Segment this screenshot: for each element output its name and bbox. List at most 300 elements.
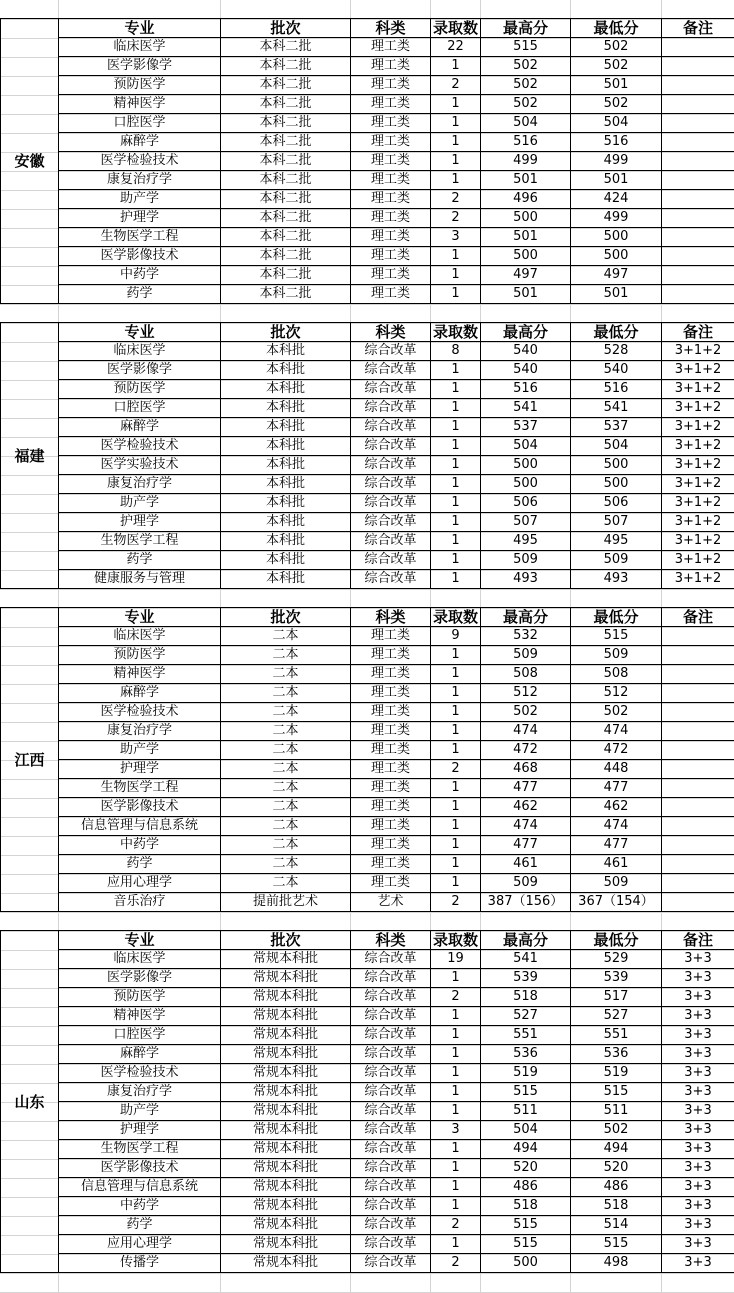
min-score-cell[interactable]: 509 xyxy=(571,646,662,665)
admitted-cell[interactable]: 1 xyxy=(431,57,481,76)
batch-cell[interactable]: 二本 xyxy=(221,836,351,855)
major-cell[interactable]: 应用心理学 xyxy=(59,1235,221,1254)
max-score-cell[interactable]: 509 xyxy=(481,646,571,665)
column-header-batch[interactable]: 批次 xyxy=(221,19,351,38)
remark-cell[interactable] xyxy=(662,152,734,171)
admitted-cell[interactable]: 1 xyxy=(431,1235,481,1254)
min-score-cell[interactable]: 517 xyxy=(571,988,662,1007)
category-cell[interactable]: 综合改革 xyxy=(351,513,431,532)
max-score-cell[interactable]: 516 xyxy=(481,133,571,152)
admitted-cell[interactable]: 1 xyxy=(431,380,481,399)
min-score-cell[interactable]: 461 xyxy=(571,855,662,874)
category-cell[interactable]: 理工类 xyxy=(351,646,431,665)
batch-cell[interactable]: 本科批 xyxy=(221,570,351,589)
batch-cell[interactable]: 本科批 xyxy=(221,342,351,361)
batch-cell[interactable]: 本科二批 xyxy=(221,57,351,76)
admitted-cell[interactable]: 2 xyxy=(431,1216,481,1235)
max-score-cell[interactable]: 502 xyxy=(481,95,571,114)
admitted-cell[interactable]: 1 xyxy=(431,703,481,722)
max-score-cell[interactable]: 515 xyxy=(481,38,571,57)
max-score-cell[interactable]: 508 xyxy=(481,665,571,684)
max-score-cell[interactable]: 474 xyxy=(481,817,571,836)
column-header-category[interactable]: 科类 xyxy=(351,19,431,38)
column-header-major[interactable]: 专业 xyxy=(59,608,221,627)
max-score-cell[interactable]: 495 xyxy=(481,532,571,551)
max-score-cell[interactable]: 539 xyxy=(481,969,571,988)
min-score-cell[interactable]: 502 xyxy=(571,1121,662,1140)
remark-cell[interactable]: 3+1+2 xyxy=(662,380,734,399)
category-cell[interactable]: 综合改革 xyxy=(351,1178,431,1197)
column-header-remark[interactable]: 备注 xyxy=(662,323,734,342)
admitted-cell[interactable]: 1 xyxy=(431,513,481,532)
remark-cell[interactable]: 3+1+2 xyxy=(662,437,734,456)
column-header-major[interactable]: 专业 xyxy=(59,931,221,950)
max-score-cell[interactable]: 507 xyxy=(481,513,571,532)
category-cell[interactable]: 综合改革 xyxy=(351,1140,431,1159)
batch-cell[interactable]: 本科批 xyxy=(221,456,351,475)
category-cell[interactable]: 理工类 xyxy=(351,266,431,285)
batch-cell[interactable]: 本科二批 xyxy=(221,266,351,285)
remark-cell[interactable]: 3+3 xyxy=(662,1159,734,1178)
remark-cell[interactable] xyxy=(662,703,734,722)
batch-cell[interactable]: 本科二批 xyxy=(221,285,351,304)
category-cell[interactable]: 综合改革 xyxy=(351,570,431,589)
max-score-cell[interactable]: 477 xyxy=(481,779,571,798)
category-cell[interactable]: 综合改革 xyxy=(351,456,431,475)
admitted-cell[interactable]: 19 xyxy=(431,950,481,969)
major-cell[interactable]: 精神医学 xyxy=(59,665,221,684)
category-cell[interactable]: 综合改革 xyxy=(351,1254,431,1273)
batch-cell[interactable]: 本科批 xyxy=(221,399,351,418)
remark-cell[interactable]: 3+3 xyxy=(662,988,734,1007)
major-cell[interactable]: 药学 xyxy=(59,551,221,570)
min-score-cell[interactable]: 509 xyxy=(571,874,662,893)
batch-cell[interactable]: 本科二批 xyxy=(221,171,351,190)
admitted-cell[interactable]: 1 xyxy=(431,494,481,513)
category-cell[interactable]: 理工类 xyxy=(351,95,431,114)
min-score-cell[interactable]: 516 xyxy=(571,133,662,152)
category-cell[interactable]: 艺术 xyxy=(351,893,431,912)
major-cell[interactable]: 中药学 xyxy=(59,1197,221,1216)
min-score-cell[interactable]: 495 xyxy=(571,532,662,551)
batch-cell[interactable]: 二本 xyxy=(221,817,351,836)
major-cell[interactable]: 生物医学工程 xyxy=(59,779,221,798)
remark-cell[interactable]: 3+3 xyxy=(662,1007,734,1026)
admitted-cell[interactable]: 1 xyxy=(431,399,481,418)
max-score-cell[interactable]: 532 xyxy=(481,627,571,646)
admitted-cell[interactable]: 3 xyxy=(431,1121,481,1140)
remark-cell[interactable] xyxy=(662,893,734,912)
category-cell[interactable]: 理工类 xyxy=(351,285,431,304)
max-score-cell[interactable]: 520 xyxy=(481,1159,571,1178)
min-score-cell[interactable]: 507 xyxy=(571,513,662,532)
batch-cell[interactable]: 本科二批 xyxy=(221,209,351,228)
major-cell[interactable]: 护理学 xyxy=(59,513,221,532)
min-score-cell[interactable]: 474 xyxy=(571,817,662,836)
admitted-cell[interactable]: 1 xyxy=(431,855,481,874)
min-score-cell[interactable]: 367（154） xyxy=(571,893,662,912)
admitted-cell[interactable]: 1 xyxy=(431,418,481,437)
admitted-cell[interactable]: 1 xyxy=(431,969,481,988)
min-score-cell[interactable]: 500 xyxy=(571,475,662,494)
major-cell[interactable]: 精神医学 xyxy=(59,95,221,114)
admitted-cell[interactable]: 1 xyxy=(431,1026,481,1045)
max-score-cell[interactable]: 540 xyxy=(481,361,571,380)
major-cell[interactable]: 助产学 xyxy=(59,741,221,760)
category-cell[interactable]: 综合改革 xyxy=(351,950,431,969)
admitted-cell[interactable]: 1 xyxy=(431,741,481,760)
batch-cell[interactable]: 常规本科批 xyxy=(221,1178,351,1197)
remark-cell[interactable] xyxy=(662,133,734,152)
column-header-remark[interactable]: 备注 xyxy=(662,608,734,627)
category-cell[interactable]: 理工类 xyxy=(351,779,431,798)
column-header-major[interactable]: 专业 xyxy=(59,323,221,342)
province-name[interactable]: 安徽 xyxy=(1,19,59,304)
category-cell[interactable]: 综合改革 xyxy=(351,969,431,988)
max-score-cell[interactable]: 486 xyxy=(481,1178,571,1197)
batch-cell[interactable]: 常规本科批 xyxy=(221,1026,351,1045)
remark-cell[interactable] xyxy=(662,285,734,304)
column-header-category[interactable]: 科类 xyxy=(351,323,431,342)
min-score-cell[interactable]: 500 xyxy=(571,228,662,247)
max-score-cell[interactable]: 512 xyxy=(481,684,571,703)
admitted-cell[interactable]: 1 xyxy=(431,874,481,893)
category-cell[interactable]: 综合改革 xyxy=(351,380,431,399)
max-score-cell[interactable]: 519 xyxy=(481,1064,571,1083)
major-cell[interactable]: 麻醉学 xyxy=(59,418,221,437)
column-header-min-score[interactable]: 最低分 xyxy=(571,19,662,38)
batch-cell[interactable]: 本科二批 xyxy=(221,95,351,114)
min-score-cell[interactable]: 540 xyxy=(571,361,662,380)
max-score-cell[interactable]: 474 xyxy=(481,722,571,741)
max-score-cell[interactable]: 518 xyxy=(481,1197,571,1216)
major-cell[interactable]: 医学检验技术 xyxy=(59,152,221,171)
batch-cell[interactable]: 本科批 xyxy=(221,494,351,513)
max-score-cell[interactable]: 515 xyxy=(481,1083,571,1102)
remark-cell[interactable]: 3+1+2 xyxy=(662,418,734,437)
batch-cell[interactable]: 二本 xyxy=(221,798,351,817)
category-cell[interactable]: 综合改革 xyxy=(351,1083,431,1102)
remark-cell[interactable]: 3+1+2 xyxy=(662,494,734,513)
major-cell[interactable]: 预防医学 xyxy=(59,646,221,665)
admitted-cell[interactable]: 1 xyxy=(431,152,481,171)
batch-cell[interactable]: 常规本科批 xyxy=(221,1254,351,1273)
admitted-cell[interactable]: 1 xyxy=(431,817,481,836)
min-score-cell[interactable]: 501 xyxy=(571,76,662,95)
max-score-cell[interactable]: 504 xyxy=(481,1121,571,1140)
category-cell[interactable]: 理工类 xyxy=(351,171,431,190)
remark-cell[interactable] xyxy=(662,874,734,893)
min-score-cell[interactable]: 502 xyxy=(571,57,662,76)
max-score-cell[interactable]: 504 xyxy=(481,437,571,456)
min-score-cell[interactable]: 514 xyxy=(571,1216,662,1235)
min-score-cell[interactable]: 504 xyxy=(571,437,662,456)
category-cell[interactable]: 综合改革 xyxy=(351,1159,431,1178)
batch-cell[interactable]: 本科二批 xyxy=(221,38,351,57)
admitted-cell[interactable]: 1 xyxy=(431,95,481,114)
admitted-cell[interactable]: 3 xyxy=(431,228,481,247)
admitted-cell[interactable]: 8 xyxy=(431,342,481,361)
column-header-max-score[interactable]: 最高分 xyxy=(481,608,571,627)
admitted-cell[interactable]: 2 xyxy=(431,893,481,912)
remark-cell[interactable] xyxy=(662,722,734,741)
min-score-cell[interactable]: 502 xyxy=(571,95,662,114)
major-cell[interactable]: 康复治疗学 xyxy=(59,475,221,494)
major-cell[interactable]: 临床医学 xyxy=(59,38,221,57)
admitted-cell[interactable]: 1 xyxy=(431,1159,481,1178)
remark-cell[interactable]: 3+1+2 xyxy=(662,513,734,532)
min-score-cell[interactable]: 462 xyxy=(571,798,662,817)
min-score-cell[interactable]: 502 xyxy=(571,38,662,57)
batch-cell[interactable]: 本科批 xyxy=(221,380,351,399)
min-score-cell[interactable]: 499 xyxy=(571,209,662,228)
remark-cell[interactable] xyxy=(662,95,734,114)
major-cell[interactable]: 中药学 xyxy=(59,836,221,855)
batch-cell[interactable]: 本科二批 xyxy=(221,190,351,209)
max-score-cell[interactable]: 493 xyxy=(481,570,571,589)
max-score-cell[interactable]: 551 xyxy=(481,1026,571,1045)
major-cell[interactable]: 助产学 xyxy=(59,1102,221,1121)
admitted-cell[interactable]: 1 xyxy=(431,646,481,665)
category-cell[interactable]: 综合改革 xyxy=(351,532,431,551)
min-score-cell[interactable]: 424 xyxy=(571,190,662,209)
remark-cell[interactable]: 3+3 xyxy=(662,1140,734,1159)
category-cell[interactable]: 综合改革 xyxy=(351,1235,431,1254)
batch-cell[interactable]: 常规本科批 xyxy=(221,1064,351,1083)
max-score-cell[interactable]: 461 xyxy=(481,855,571,874)
remark-cell[interactable] xyxy=(662,266,734,285)
batch-cell[interactable]: 本科批 xyxy=(221,361,351,380)
batch-cell[interactable]: 本科二批 xyxy=(221,114,351,133)
batch-cell[interactable]: 常规本科批 xyxy=(221,950,351,969)
min-score-cell[interactable]: 529 xyxy=(571,950,662,969)
admitted-cell[interactable]: 2 xyxy=(431,190,481,209)
min-score-cell[interactable]: 486 xyxy=(571,1178,662,1197)
max-score-cell[interactable]: 472 xyxy=(481,741,571,760)
major-cell[interactable]: 助产学 xyxy=(59,494,221,513)
category-cell[interactable]: 理工类 xyxy=(351,665,431,684)
remark-cell[interactable] xyxy=(662,779,734,798)
max-score-cell[interactable]: 387（156） xyxy=(481,893,571,912)
column-header-batch[interactable]: 批次 xyxy=(221,931,351,950)
batch-cell[interactable]: 本科批 xyxy=(221,551,351,570)
max-score-cell[interactable]: 496 xyxy=(481,190,571,209)
batch-cell[interactable]: 二本 xyxy=(221,684,351,703)
province-name[interactable]: 江西 xyxy=(1,608,59,912)
admitted-cell[interactable]: 1 xyxy=(431,456,481,475)
category-cell[interactable]: 综合改革 xyxy=(351,551,431,570)
major-cell[interactable]: 预防医学 xyxy=(59,76,221,95)
remark-cell[interactable] xyxy=(662,836,734,855)
batch-cell[interactable]: 常规本科批 xyxy=(221,1159,351,1178)
major-cell[interactable]: 药学 xyxy=(59,855,221,874)
max-score-cell[interactable]: 515 xyxy=(481,1235,571,1254)
category-cell[interactable]: 理工类 xyxy=(351,133,431,152)
admitted-cell[interactable]: 1 xyxy=(431,551,481,570)
min-score-cell[interactable]: 493 xyxy=(571,570,662,589)
major-cell[interactable]: 生物医学工程 xyxy=(59,532,221,551)
category-cell[interactable]: 综合改革 xyxy=(351,1007,431,1026)
admitted-cell[interactable]: 1 xyxy=(431,171,481,190)
column-header-min-score[interactable]: 最低分 xyxy=(571,608,662,627)
category-cell[interactable]: 理工类 xyxy=(351,627,431,646)
admitted-cell[interactable]: 1 xyxy=(431,779,481,798)
category-cell[interactable]: 理工类 xyxy=(351,741,431,760)
max-score-cell[interactable]: 504 xyxy=(481,114,571,133)
category-cell[interactable]: 综合改革 xyxy=(351,1064,431,1083)
admitted-cell[interactable]: 1 xyxy=(431,1064,481,1083)
admitted-cell[interactable]: 1 xyxy=(431,1007,481,1026)
min-score-cell[interactable]: 504 xyxy=(571,114,662,133)
max-score-cell[interactable]: 536 xyxy=(481,1045,571,1064)
batch-cell[interactable]: 二本 xyxy=(221,703,351,722)
column-header-major[interactable]: 专业 xyxy=(59,19,221,38)
column-header-batch[interactable]: 批次 xyxy=(221,323,351,342)
category-cell[interactable]: 理工类 xyxy=(351,703,431,722)
admitted-cell[interactable]: 1 xyxy=(431,133,481,152)
major-cell[interactable]: 音乐治疗 xyxy=(59,893,221,912)
min-score-cell[interactable]: 498 xyxy=(571,1254,662,1273)
batch-cell[interactable]: 常规本科批 xyxy=(221,1235,351,1254)
remark-cell[interactable] xyxy=(662,228,734,247)
admitted-cell[interactable]: 1 xyxy=(431,266,481,285)
max-score-cell[interactable]: 502 xyxy=(481,76,571,95)
column-header-admitted[interactable]: 录取数 xyxy=(431,608,481,627)
min-score-cell[interactable]: 528 xyxy=(571,342,662,361)
batch-cell[interactable]: 本科二批 xyxy=(221,152,351,171)
remark-cell[interactable] xyxy=(662,38,734,57)
max-score-cell[interactable]: 500 xyxy=(481,475,571,494)
max-score-cell[interactable]: 509 xyxy=(481,551,571,570)
category-cell[interactable]: 理工类 xyxy=(351,228,431,247)
batch-cell[interactable]: 二本 xyxy=(221,646,351,665)
category-cell[interactable]: 理工类 xyxy=(351,76,431,95)
category-cell[interactable]: 综合改革 xyxy=(351,342,431,361)
min-score-cell[interactable]: 500 xyxy=(571,456,662,475)
admitted-cell[interactable]: 9 xyxy=(431,627,481,646)
remark-cell[interactable] xyxy=(662,760,734,779)
remark-cell[interactable] xyxy=(662,209,734,228)
remark-cell[interactable]: 3+3 xyxy=(662,1197,734,1216)
max-score-cell[interactable]: 537 xyxy=(481,418,571,437)
category-cell[interactable]: 综合改革 xyxy=(351,1102,431,1121)
admitted-cell[interactable]: 1 xyxy=(431,475,481,494)
remark-cell[interactable]: 3+1+2 xyxy=(662,399,734,418)
remark-cell[interactable]: 3+3 xyxy=(662,950,734,969)
max-score-cell[interactable]: 497 xyxy=(481,266,571,285)
major-cell[interactable]: 口腔医学 xyxy=(59,399,221,418)
major-cell[interactable]: 医学影像技术 xyxy=(59,798,221,817)
column-header-batch[interactable]: 批次 xyxy=(221,608,351,627)
min-score-cell[interactable]: 477 xyxy=(571,779,662,798)
max-score-cell[interactable]: 502 xyxy=(481,57,571,76)
admitted-cell[interactable]: 1 xyxy=(431,437,481,456)
province-name[interactable]: 山东 xyxy=(1,931,59,1273)
remark-cell[interactable] xyxy=(662,855,734,874)
major-cell[interactable]: 医学影像学 xyxy=(59,969,221,988)
category-cell[interactable]: 综合改革 xyxy=(351,399,431,418)
min-score-cell[interactable]: 527 xyxy=(571,1007,662,1026)
min-score-cell[interactable]: 494 xyxy=(571,1140,662,1159)
max-score-cell[interactable]: 515 xyxy=(481,1216,571,1235)
min-score-cell[interactable]: 511 xyxy=(571,1102,662,1121)
remark-cell[interactable]: 3+3 xyxy=(662,969,734,988)
batch-cell[interactable]: 二本 xyxy=(221,760,351,779)
major-cell[interactable]: 临床医学 xyxy=(59,342,221,361)
major-cell[interactable]: 信息管理与信息系统 xyxy=(59,817,221,836)
column-header-category[interactable]: 科类 xyxy=(351,931,431,950)
major-cell[interactable]: 临床医学 xyxy=(59,627,221,646)
remark-cell[interactable]: 3+1+2 xyxy=(662,456,734,475)
admitted-cell[interactable]: 1 xyxy=(431,1178,481,1197)
major-cell[interactable]: 口腔医学 xyxy=(59,114,221,133)
category-cell[interactable]: 理工类 xyxy=(351,798,431,817)
admitted-cell[interactable]: 1 xyxy=(431,665,481,684)
max-score-cell[interactable]: 500 xyxy=(481,1254,571,1273)
category-cell[interactable]: 综合改革 xyxy=(351,494,431,513)
min-score-cell[interactable]: 551 xyxy=(571,1026,662,1045)
major-cell[interactable]: 应用心理学 xyxy=(59,874,221,893)
batch-cell[interactable]: 二本 xyxy=(221,855,351,874)
major-cell[interactable]: 健康服务与管理 xyxy=(59,570,221,589)
min-score-cell[interactable]: 541 xyxy=(571,399,662,418)
category-cell[interactable]: 理工类 xyxy=(351,855,431,874)
batch-cell[interactable]: 常规本科批 xyxy=(221,1045,351,1064)
major-cell[interactable]: 康复治疗学 xyxy=(59,1083,221,1102)
column-header-remark[interactable]: 备注 xyxy=(662,19,734,38)
major-cell[interactable]: 预防医学 xyxy=(59,380,221,399)
remark-cell[interactable] xyxy=(662,684,734,703)
admitted-cell[interactable]: 2 xyxy=(431,76,481,95)
major-cell[interactable]: 医学实验技术 xyxy=(59,456,221,475)
batch-cell[interactable]: 二本 xyxy=(221,627,351,646)
category-cell[interactable]: 综合改革 xyxy=(351,988,431,1007)
batch-cell[interactable]: 常规本科批 xyxy=(221,1216,351,1235)
category-cell[interactable]: 综合改革 xyxy=(351,1045,431,1064)
batch-cell[interactable]: 本科批 xyxy=(221,532,351,551)
remark-cell[interactable] xyxy=(662,665,734,684)
category-cell[interactable]: 综合改革 xyxy=(351,1216,431,1235)
remark-cell[interactable]: 3+1+2 xyxy=(662,551,734,570)
province-name[interactable]: 福建 xyxy=(1,323,59,589)
major-cell[interactable]: 医学影像技术 xyxy=(59,247,221,266)
min-score-cell[interactable]: 501 xyxy=(571,171,662,190)
min-score-cell[interactable]: 512 xyxy=(571,684,662,703)
major-cell[interactable]: 麻醉学 xyxy=(59,684,221,703)
batch-cell[interactable]: 本科二批 xyxy=(221,228,351,247)
min-score-cell[interactable]: 477 xyxy=(571,836,662,855)
max-score-cell[interactable]: 500 xyxy=(481,247,571,266)
category-cell[interactable]: 综合改革 xyxy=(351,1197,431,1216)
max-score-cell[interactable]: 501 xyxy=(481,228,571,247)
max-score-cell[interactable]: 527 xyxy=(481,1007,571,1026)
min-score-cell[interactable]: 506 xyxy=(571,494,662,513)
remark-cell[interactable]: 3+3 xyxy=(662,1102,734,1121)
batch-cell[interactable]: 本科批 xyxy=(221,437,351,456)
remark-cell[interactable]: 3+1+2 xyxy=(662,342,734,361)
major-cell[interactable]: 护理学 xyxy=(59,760,221,779)
batch-cell[interactable]: 常规本科批 xyxy=(221,1121,351,1140)
admitted-cell[interactable]: 1 xyxy=(431,114,481,133)
batch-cell[interactable]: 常规本科批 xyxy=(221,969,351,988)
min-score-cell[interactable]: 508 xyxy=(571,665,662,684)
admitted-cell[interactable]: 2 xyxy=(431,209,481,228)
min-score-cell[interactable]: 537 xyxy=(571,418,662,437)
remark-cell[interactable]: 3+1+2 xyxy=(662,570,734,589)
major-cell[interactable]: 护理学 xyxy=(59,1121,221,1140)
min-score-cell[interactable]: 515 xyxy=(571,627,662,646)
min-score-cell[interactable]: 520 xyxy=(571,1159,662,1178)
